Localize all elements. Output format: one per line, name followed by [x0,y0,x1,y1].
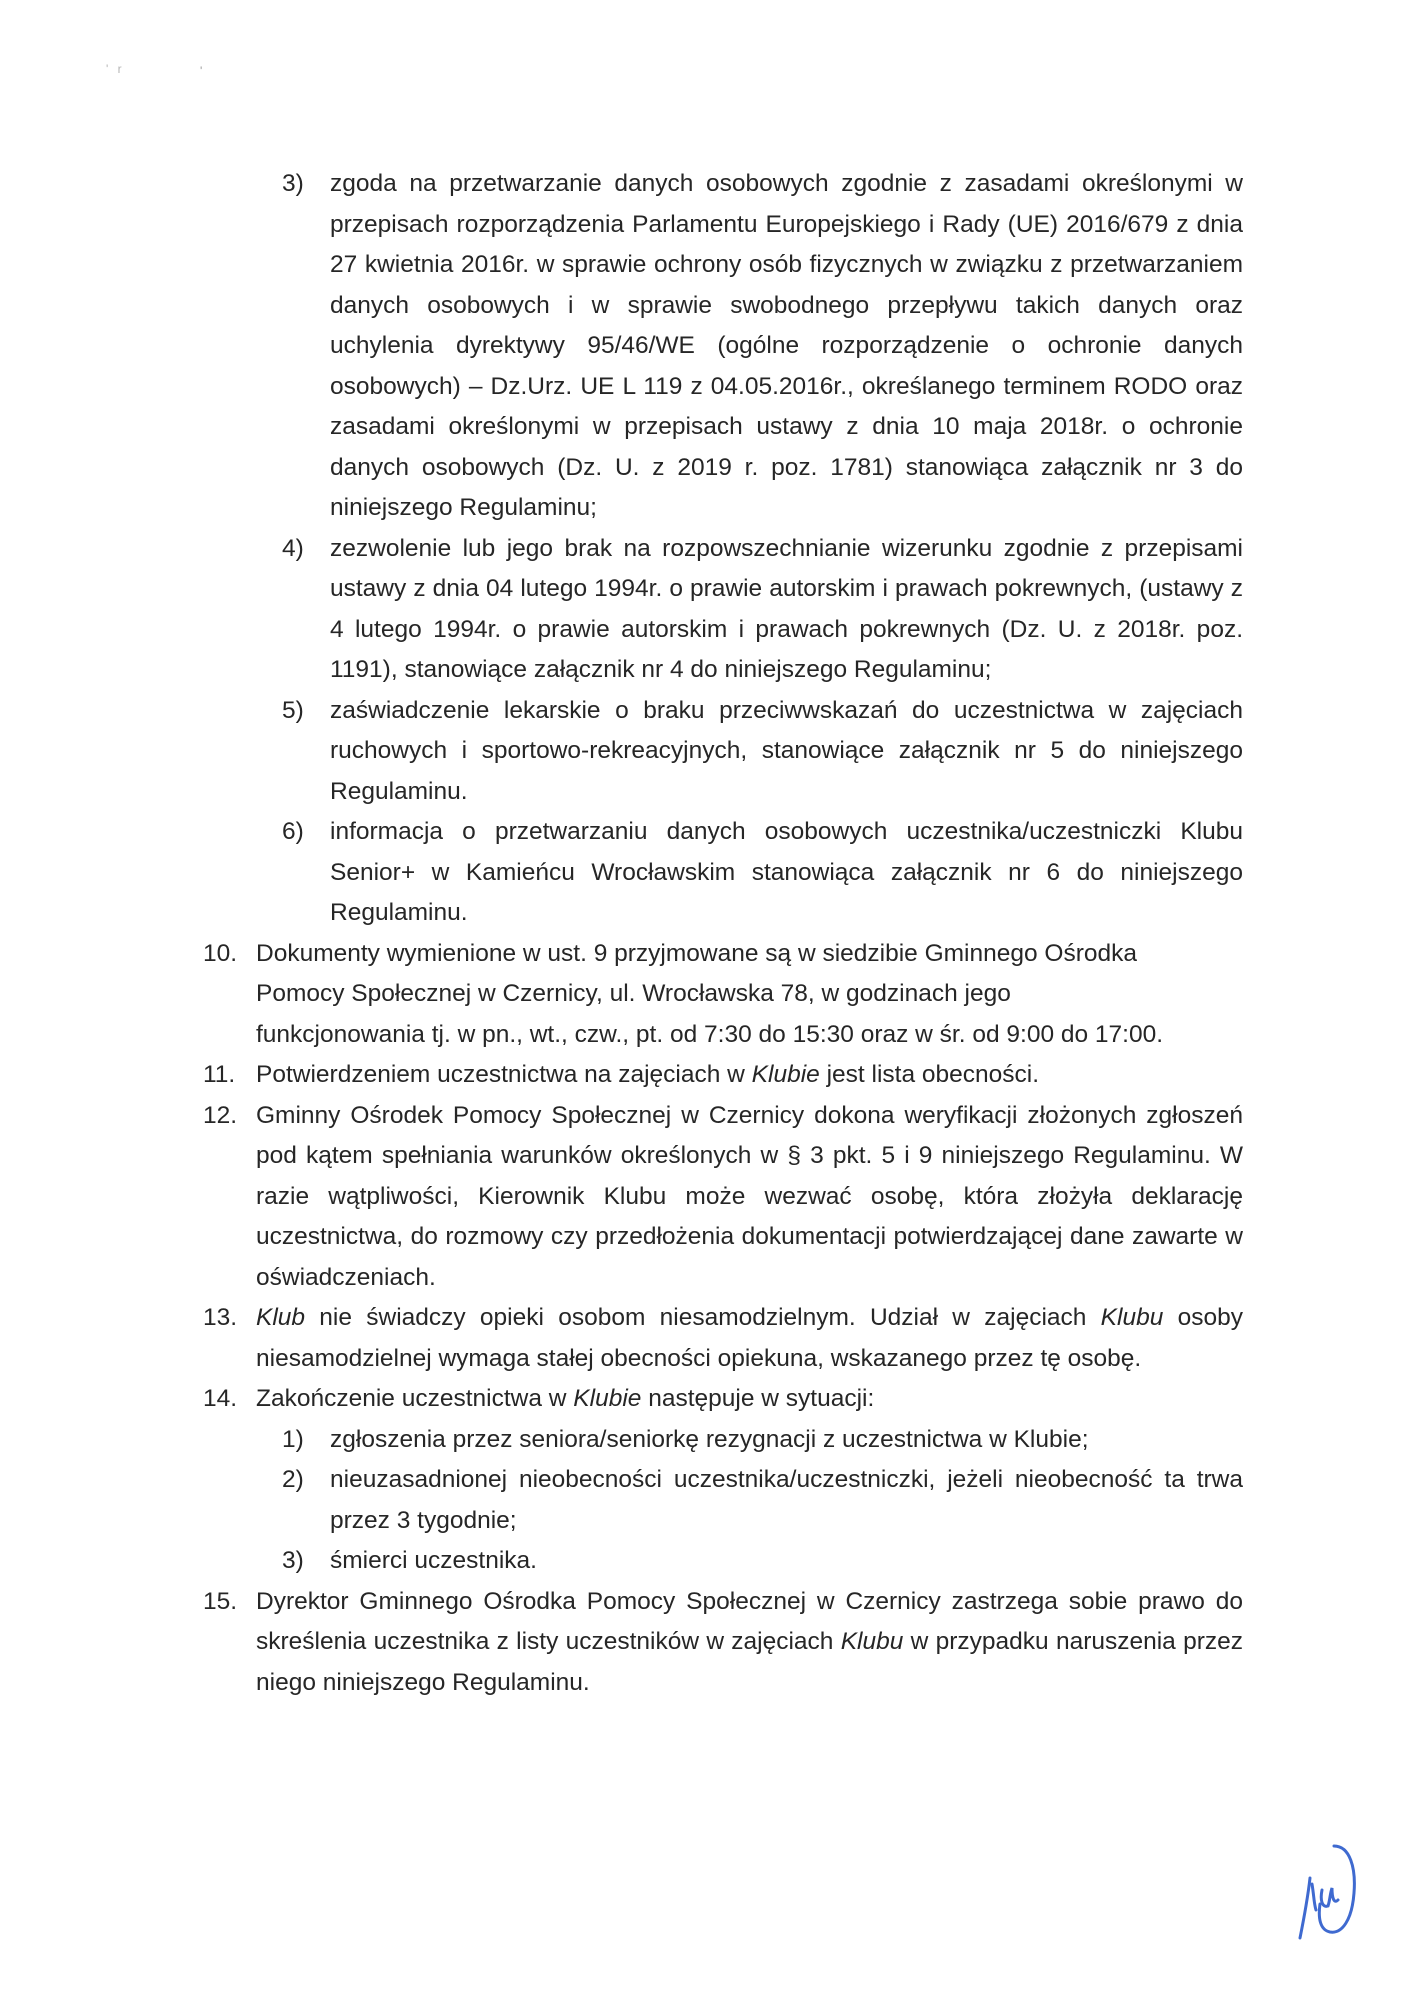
item-number: 13. [203,1304,238,1331]
list-item-14-2 [203,1460,1243,1541]
item-number: 5) [282,696,304,724]
signature-stroke [1300,1878,1310,1938]
list-item-11 [203,1055,1243,1096]
item-number: 14. [203,1385,238,1412]
item-text [256,1055,1243,1096]
regulation-body [203,164,1243,1703]
item-text-line: funkcjonowania tj. w pn., wt., czw., pt. od 7:30 do 15:30 oraz w śr. od 9:00 do 17:00. [256,1020,1164,1048]
scan-mark: ' r [106,62,125,76]
item-number: 3) [282,1547,304,1574]
scan-artifacts [106,62,206,78]
club-term: Klubie [573,1385,642,1412]
item-text: zezwolenie lub jego brak na rozpowszechnianie wizerunku zgodnie z przepisami ustawy z dnia 04 lutego 1994r. o prawie autorskim i prawach pokrewnych, (ustawy z 4 lutego 1994r. o prawie autorskim i prawach pokrewnych (Dz. U. z 2018r. poz. 1191), stanowiące załącznik nr 4 do niniejszego Regulaminu; [330,534,1243,683]
club-term: Klubie [751,1061,820,1088]
item-text: śmierci uczestnika. [330,1547,537,1574]
list-item-14 [203,1379,1243,1420]
club-term: Klubu [840,1628,904,1655]
list-item-13 [203,1298,1243,1379]
signature-letter [1312,1884,1338,1910]
item-text-line: Pomocy Społecznej w Czernicy, ul. Wrocławska 78, w godzinach jego [256,980,1011,1007]
item-text [256,934,1243,1056]
item-number: 2) [282,1466,304,1493]
item-number: 1) [282,1425,304,1453]
text-run: jest lista obecności. [819,1061,1040,1088]
text-run: nie świadczy opieki osobom niesamodzielnym. Udział w zajęciach [305,1304,1101,1331]
text-run: Zakończenie uczestnictwa w [256,1385,574,1412]
item-number: 10. [203,939,238,967]
item-text: informacja o przetwarzaniu danych osobowych uczestnika/uczestniczki Klubu Senior+ w Kamieńcu Wrocławskim stanowiąca załącznik nr 6 do niniejszego Regulaminu. [330,818,1243,926]
item-text: zaświadczenie lekarskie o braku przeciwwskazań do uczestnictwa w zajęciach ruchowych i sportowo-rekreacyjnych, stanowiące załącznik nr 5 do niniejszego Regulaminu. [330,696,1243,805]
signature-initials-icon [1290,1838,1360,1948]
item-number: 3) [282,170,304,197]
club-term: Klub [256,1304,306,1331]
text-run: następuje w sytuacji: [641,1385,875,1412]
text-run: Dyrektor Gminnego Ośrodka Pomocy Społecznej w Czernicy zastrzega sobie prawo do skreślenia uczestnika z listy uczestników w zajęciach [256,1587,1243,1655]
item-text-line: Dokumenty wymienione w ust. 9 przyjmowane są w siedzibie Gminnego Ośrodka [256,939,1138,967]
list-item-10 [203,934,1243,1056]
item-text [256,1298,1243,1379]
list-item-9-6 [203,812,1243,934]
item-text: zgoda na przetwarzanie danych osobowych zgodnie z zasadami określonymi w przepisach rozporządzenia Parlamentu Europejskiego i Rady (UE) 2016/679 z dnia 27 kwietnia 2016r. w sprawie ochrony osób fizycznych w związku z przetwarzaniem danych osobowych i w sprawie swobodnego przepływu takich danych oraz uchylenia dyrektywy 95/46/WE (ogólne rozporządzenie o ochronie danych osobowych) – Dz.Urz. UE L 119 z 04.05.2016r., określanego terminem RODO oraz zasadami określonymi w przepisach ustawy z dnia 10 maja 2018r. o ochronie danych osobowych (Dz. U. z 2019 r. poz. 1781) stanowiąca załącznik nr 3 do niniejszego Regulaminu; [330,170,1243,521]
list-item-12 [203,1096,1243,1299]
text-run: Potwierdzeniem uczestnictwa na zajęciach w [256,1061,752,1088]
list-item-14-1 [203,1420,1243,1461]
item-number: 11. [203,1061,236,1088]
item-text [256,1582,1243,1704]
item-number: 12. [203,1101,238,1129]
list-item-9-5 [203,691,1243,813]
text-run: osoby niesamodzielnej wymaga stałej obecności opiekuna, wskazanego przez tę osobę. [256,1304,1243,1372]
list-item-14-3 [203,1541,1243,1582]
item-text: Gminny Ośrodek Pomocy Społecznej w Czernicy dokona weryfikacji złożonych zgłoszeń pod kątem spełniania warunków określonych w § 3 pkt. 5 i 9 niniejszego Regulaminu. W razie wątpliwości, Kierownik Klubu może wezwać osobę, która złożyła deklarację uczestnictwa, do rozmowy czy przedłożenia dokumentacji potwierdzającej dane zawarte w oświadczeniach. [256,1101,1243,1291]
item-text: zgłoszenia przez seniora/seniorkę rezygnacji z uczestnictwa w Klubie; [330,1425,1089,1453]
item-number: 4) [282,534,304,562]
item-number: 6) [282,818,304,845]
list-item-15 [203,1582,1243,1704]
list-item-9-4 [203,529,1243,691]
signature-drawing [1290,1838,1360,1948]
scan-mark: ' [200,64,206,78]
club-term: Klubu [1100,1304,1164,1331]
item-number: 15. [203,1587,238,1615]
text-run: w przypadku naruszenia przez niego niniejszego Regulaminu. [256,1628,1243,1696]
item-text [256,1379,1243,1420]
list-item-9-3 [203,164,1243,529]
item-text: nieuzasadnionej nieobecności uczestnika/uczestniczki, jeżeli nieobecność ta trwa przez 3 tygodnie; [330,1466,1243,1534]
signature-loop [1319,1846,1354,1932]
